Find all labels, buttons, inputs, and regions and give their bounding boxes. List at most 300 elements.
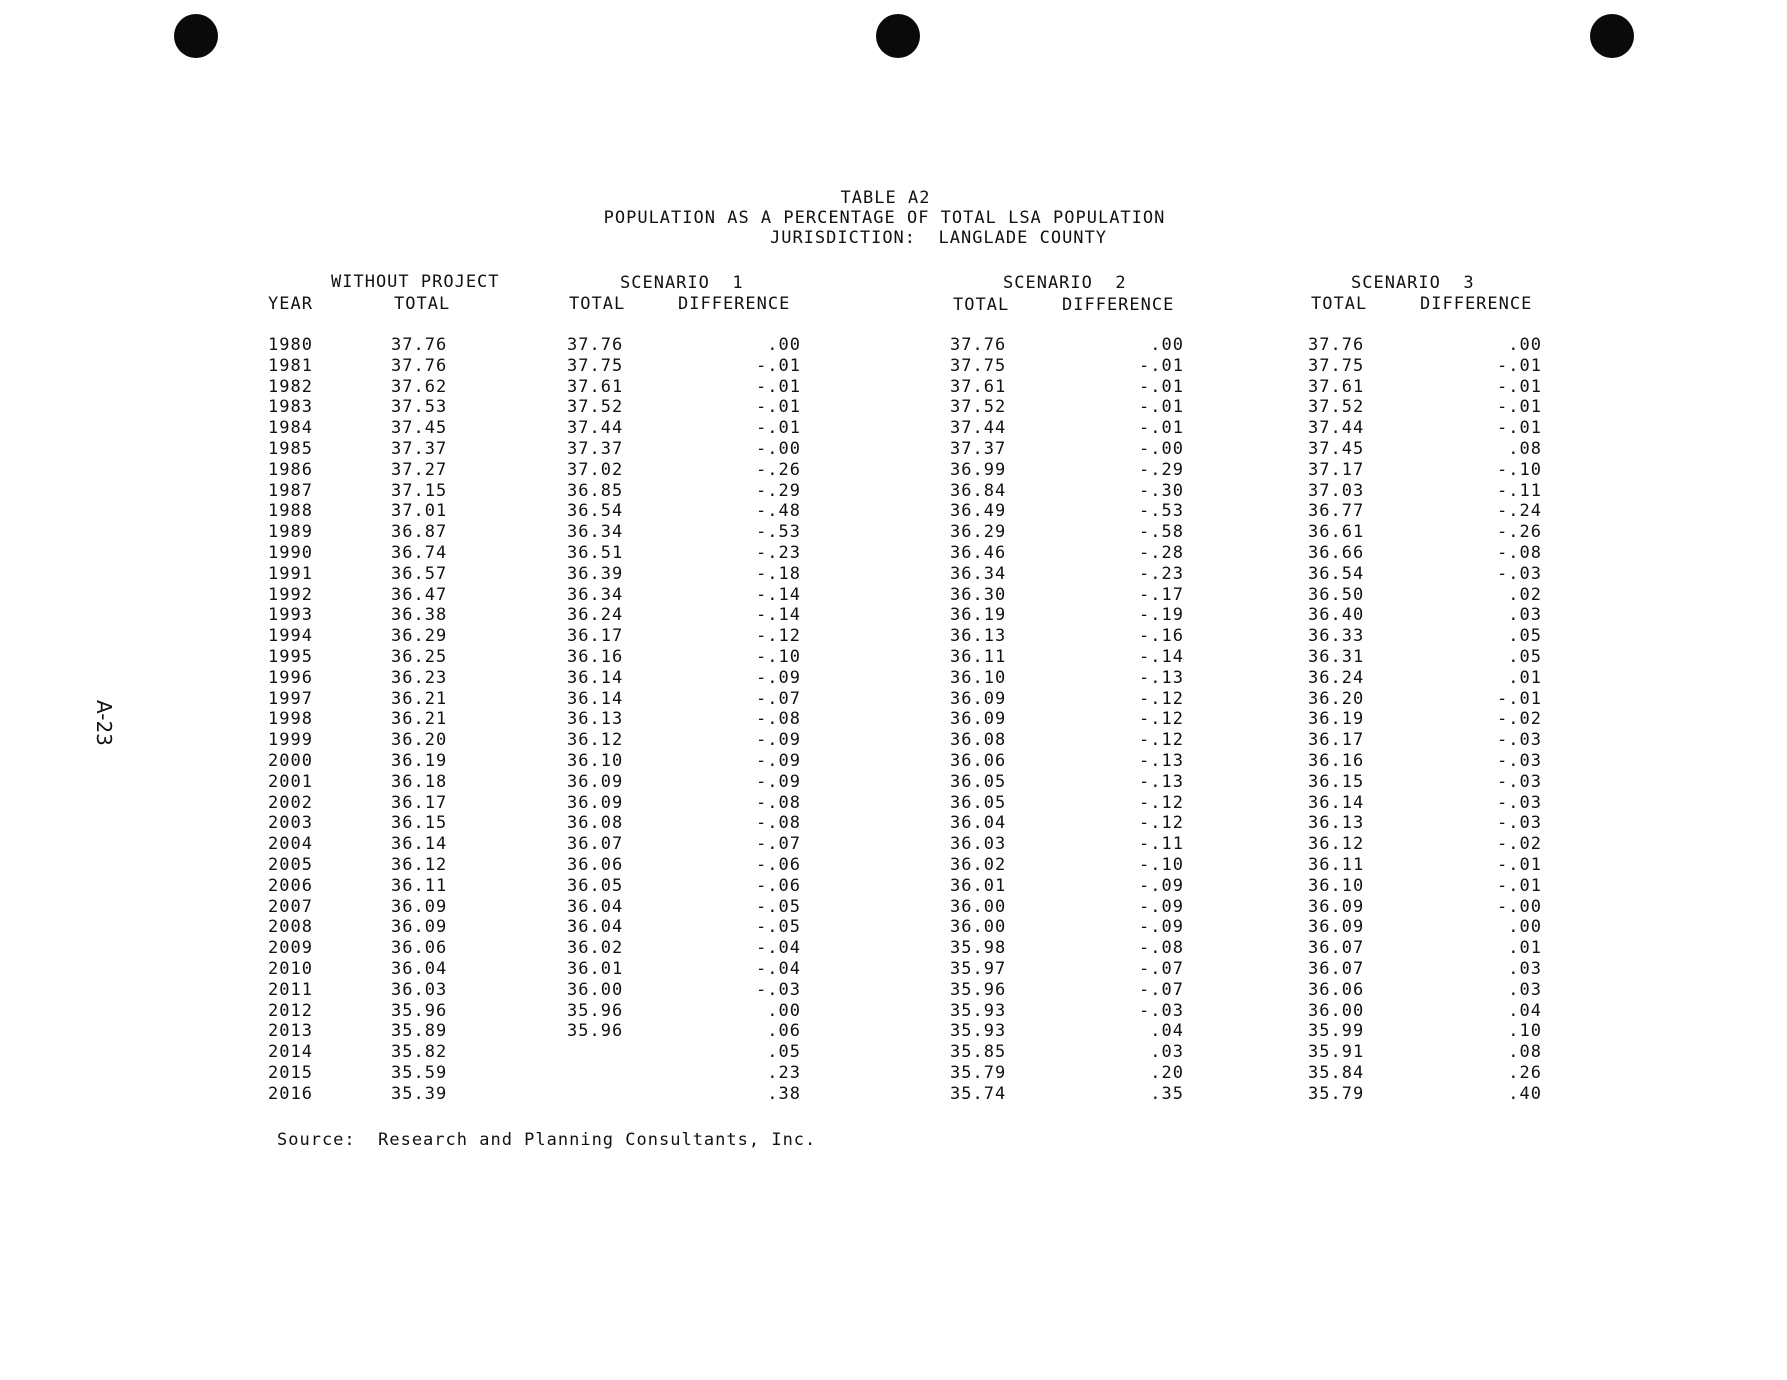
scenario3-total-cell: 37.45 [1308,438,1365,459]
scenario2-difference-cell: -.12 [1139,813,1184,834]
scenario1-difference-cell: -.04 [756,958,801,979]
scenario3-total-cell: 36.12 [1308,834,1365,855]
year-cell: 2006 [268,875,313,896]
scenario1-difference-cell: .05 [767,1042,801,1063]
scenario2-total-cell: 35.98 [950,938,1007,959]
table-row [0,813,1787,834]
table-row [0,1084,1787,1105]
scenario3-total-cell: 37.03 [1308,480,1365,501]
scenario3-total-cell: 36.31 [1308,646,1365,667]
scenario3-difference-cell: -.00 [1497,896,1542,917]
header-s3-total: TOTAL [1311,294,1368,314]
table-row [0,585,1787,606]
scenario1-total-cell: 36.05 [567,875,624,896]
scenario1-total-cell: 36.39 [567,563,624,584]
scenario3-difference-cell: .26 [1508,1062,1542,1083]
scenario1-total-cell: 36.85 [567,480,624,501]
table-number: TABLE A2 [840,188,931,208]
scenario1-total-cell: 37.52 [567,397,624,418]
scenario1-total-cell: 37.76 [567,335,624,355]
scenario2-total-cell: 36.84 [950,480,1007,501]
table-row [0,501,1787,522]
scenario3-total-cell: 37.75 [1308,355,1365,376]
scenario1-difference-cell: -.03 [756,979,801,1000]
header-s3-difference: DIFFERENCE [1420,294,1533,314]
scenario3-difference-cell: .08 [1508,438,1542,459]
scenario3-total-cell: 36.07 [1308,958,1365,979]
scenario2-total-cell: 36.06 [950,750,1007,771]
header-scenario-3: SCENARIO 3 [1351,273,1475,293]
scenario2-total-cell: 37.52 [950,397,1007,418]
scenario2-total-cell: 35.74 [950,1083,1007,1104]
table-row [0,356,1787,377]
table-row [0,564,1787,585]
scenario1-difference-cell: -.08 [756,813,801,834]
scenario2-total-cell: 37.44 [950,418,1007,439]
scenario1-total-cell: 36.14 [567,667,624,688]
table-row [0,772,1787,793]
scenario1-total-cell: 37.75 [567,355,624,376]
without-project-total-cell: 35.96 [391,1000,448,1021]
year-cell: 2003 [268,813,313,834]
scenario1-total-cell: 36.04 [567,917,624,938]
scenario2-difference-cell: -.07 [1139,958,1184,979]
year-cell: 1997 [268,688,313,709]
scenario3-difference-cell: .04 [1508,1000,1542,1021]
year-cell: 2009 [268,938,313,959]
year-cell: 2001 [268,771,313,792]
without-project-total-cell: 35.39 [391,1083,448,1104]
scenario2-total-cell: 36.99 [950,459,1007,480]
scenario1-difference-cell: -.00 [756,438,801,459]
scenario1-total-cell: 36.14 [567,688,624,709]
year-cell: 2010 [268,958,313,979]
page-number: A-23 [92,700,116,746]
scenario2-difference-cell: -.03 [1139,1000,1184,1021]
scenario2-difference-cell: -.10 [1139,854,1184,875]
header-s1-difference: DIFFERENCE [678,294,791,314]
scenario1-difference-cell: -.09 [756,730,801,751]
scenario1-total-cell: 36.01 [567,958,624,979]
scenario2-total-cell: 36.10 [950,667,1007,688]
scenario3-total-cell: 36.11 [1308,854,1365,875]
header-s2-difference: DIFFERENCE [1062,295,1175,315]
scenario2-total-cell: 36.09 [950,688,1007,709]
without-project-total-cell: 36.21 [391,688,448,709]
header-scenario-2: SCENARIO 2 [1003,273,1127,293]
table-row [0,397,1787,418]
scenario1-difference-cell: -.29 [756,480,801,501]
header-scenario-1: SCENARIO 1 [620,273,744,293]
scenario3-total-cell: 37.17 [1308,459,1365,480]
scenario2-difference-cell: -.01 [1139,376,1184,397]
scenario3-total-cell: 37.76 [1308,335,1365,355]
scenario2-total-cell: 35.93 [950,1000,1007,1021]
without-project-total-cell: 36.21 [391,709,448,730]
scenario2-difference-cell: -.23 [1139,563,1184,584]
scenario1-total-cell: 36.07 [567,834,624,855]
scenario2-total-cell: 37.37 [950,438,1007,459]
without-project-total-cell: 37.45 [391,418,448,439]
scenario1-difference-cell: -.07 [756,688,801,709]
scenario1-difference-cell: -.10 [756,646,801,667]
year-cell: 1995 [268,646,313,667]
scenario3-difference-cell: .05 [1508,646,1542,667]
scenario1-difference-cell: -.06 [756,854,801,875]
year-cell: 2007 [268,896,313,917]
table-row [0,439,1787,460]
scenario2-difference-cell: .35 [1150,1083,1184,1104]
scenario1-total-cell: 36.16 [567,646,624,667]
scenario2-total-cell: 36.11 [950,646,1007,667]
scenario1-difference-cell: .23 [767,1062,801,1083]
header-year: YEAR [268,294,313,314]
without-project-total-cell: 36.09 [391,917,448,938]
scenario3-total-cell: 37.61 [1308,376,1365,397]
without-project-total-cell: 36.17 [391,792,448,813]
scenario3-total-cell: 36.07 [1308,938,1365,959]
header-s2-total: TOTAL [953,295,1010,315]
scenario2-total-cell: 36.46 [950,542,1007,563]
scenario1-difference-cell: .38 [767,1083,801,1104]
table-row [0,522,1787,543]
scenario2-total-cell: 36.30 [950,584,1007,605]
scenario3-total-cell: 36.33 [1308,626,1365,647]
scenario3-difference-cell: .01 [1508,938,1542,959]
without-project-total-cell: 36.23 [391,667,448,688]
year-cell: 1982 [268,376,313,397]
scenario1-total-cell: 36.09 [567,771,624,792]
scenario3-total-cell: 36.16 [1308,750,1365,771]
scenario2-total-cell: 36.19 [950,605,1007,626]
scenario1-difference-cell: -.18 [756,563,801,584]
scenario3-difference-cell: -.03 [1497,792,1542,813]
year-cell: 2002 [268,792,313,813]
table-row [0,377,1787,398]
year-cell: 1981 [268,355,313,376]
scenario2-difference-cell: -.28 [1139,542,1184,563]
table-row [0,543,1787,564]
scenario1-total-cell: 35.96 [567,1021,624,1042]
table-row [0,647,1787,668]
scenario1-total-cell: 36.10 [567,750,624,771]
scenario1-total-cell: 36.04 [567,896,624,917]
year-cell: 1980 [268,335,313,355]
table-title-block [0,188,1787,248]
scenario3-difference-cell: -.08 [1497,542,1542,563]
table-row [0,1001,1787,1022]
source-note: Source: Research and Planning Consultants, Inc. [277,1130,817,1150]
scenario3-difference-cell: .02 [1508,584,1542,605]
year-cell: 1991 [268,563,313,584]
scenario3-difference-cell: .05 [1508,626,1542,647]
scenario3-difference-cell: -.03 [1497,730,1542,751]
scenario3-total-cell: 35.84 [1308,1062,1365,1083]
scenario1-total-cell: 36.13 [567,709,624,730]
table-row [0,1021,1787,1042]
scenario2-total-cell: 35.93 [950,1021,1007,1042]
scenario1-difference-cell: -.26 [756,459,801,480]
data-table-body [0,335,1787,1104]
without-project-total-cell: 36.15 [391,813,448,834]
binder-hole-left [174,14,218,58]
without-project-total-cell: 37.53 [391,397,448,418]
table-row [0,938,1787,959]
year-cell: 1999 [268,730,313,751]
scenario3-difference-cell: -.02 [1497,709,1542,730]
year-cell: 2000 [268,750,313,771]
scenario1-difference-cell: .00 [767,335,801,355]
scenario1-total-cell: 36.09 [567,792,624,813]
year-cell: 1989 [268,522,313,543]
year-cell: 1986 [268,459,313,480]
scenario2-difference-cell: .04 [1150,1021,1184,1042]
scenario2-total-cell: 36.13 [950,626,1007,647]
scenario2-difference-cell: .20 [1150,1062,1184,1083]
scenario2-total-cell: 37.61 [950,376,1007,397]
table-title: POPULATION AS A PERCENTAGE OF TOTAL LSA POPULATION [603,208,1166,228]
scenario2-difference-cell: -.13 [1139,750,1184,771]
scenario1-total-cell: 36.24 [567,605,624,626]
table-row [0,689,1787,710]
scenario1-difference-cell: -.05 [756,917,801,938]
scenario1-total-cell: 36.17 [567,626,624,647]
scenario2-difference-cell: -.07 [1139,979,1184,1000]
scenario3-total-cell: 36.17 [1308,730,1365,751]
without-project-total-cell: 37.27 [391,459,448,480]
without-project-total-cell: 36.87 [391,522,448,543]
year-cell: 2014 [268,1042,313,1063]
scenario3-total-cell: 36.77 [1308,501,1365,522]
year-cell: 1987 [268,480,313,501]
scenario2-difference-cell: -.00 [1139,438,1184,459]
table-row [0,876,1787,897]
without-project-total-cell: 35.89 [391,1021,448,1042]
without-project-total-cell: 36.47 [391,584,448,605]
scenario2-difference-cell: -.09 [1139,875,1184,896]
scenario3-difference-cell: -.03 [1497,813,1542,834]
scenario2-difference-cell: .03 [1150,1042,1184,1063]
scenario1-difference-cell: -.08 [756,792,801,813]
without-project-total-cell: 36.74 [391,542,448,563]
scenario1-total-cell: 37.37 [567,438,624,459]
scenario1-difference-cell: -.07 [756,834,801,855]
year-cell: 1998 [268,709,313,730]
scenario3-difference-cell: .01 [1508,667,1542,688]
scenario3-total-cell: 37.52 [1308,397,1365,418]
scenario3-difference-cell: -.01 [1497,854,1542,875]
scenario2-total-cell: 36.04 [950,813,1007,834]
without-project-total-cell: 36.11 [391,875,448,896]
scenario2-total-cell: 36.05 [950,771,1007,792]
scenario1-difference-cell: -.06 [756,875,801,896]
scenario3-difference-cell: .40 [1508,1083,1542,1104]
without-project-total-cell: 36.25 [391,646,448,667]
scenario2-difference-cell: -.29 [1139,459,1184,480]
scenario2-difference-cell: -.09 [1139,896,1184,917]
scenario3-total-cell: 35.91 [1308,1042,1365,1063]
table-row [0,917,1787,938]
table-row [0,481,1787,502]
without-project-total-cell: 37.01 [391,501,448,522]
scenario2-difference-cell: -.13 [1139,771,1184,792]
scenario1-difference-cell: -.09 [756,771,801,792]
scenario1-difference-cell: -.14 [756,584,801,605]
scenario3-total-cell: 36.14 [1308,792,1365,813]
scenario1-difference-cell: -.05 [756,896,801,917]
scenario1-total-cell: 37.02 [567,459,624,480]
without-project-total-cell: 37.62 [391,376,448,397]
table-row [0,626,1787,647]
without-project-total-cell: 36.09 [391,896,448,917]
scenario1-difference-cell: -.04 [756,938,801,959]
scenario2-total-cell: 35.79 [950,1062,1007,1083]
scenario2-difference-cell: -.13 [1139,667,1184,688]
table-row [0,668,1787,689]
scenario1-total-cell: 35.96 [567,1000,624,1021]
without-project-total-cell: 36.19 [391,750,448,771]
scenario1-total-cell: 36.51 [567,542,624,563]
year-cell: 1993 [268,605,313,626]
binder-hole-right [1590,14,1634,58]
table-row [0,959,1787,980]
scenario3-total-cell: 36.13 [1308,813,1365,834]
scenario1-total-cell: 36.54 [567,501,624,522]
scenario1-difference-cell: -.01 [756,355,801,376]
year-cell: 1990 [268,542,313,563]
scenario1-difference-cell: -.14 [756,605,801,626]
scenario2-difference-cell: -.53 [1139,501,1184,522]
scenario3-difference-cell: -.01 [1497,376,1542,397]
scenario2-total-cell: 36.01 [950,875,1007,896]
table-row [0,418,1787,439]
scenario2-total-cell: 36.02 [950,854,1007,875]
without-project-total-cell: 37.76 [391,335,448,355]
without-project-total-cell: 36.06 [391,938,448,959]
without-project-total-cell: 36.14 [391,834,448,855]
scenario3-difference-cell: -.03 [1497,563,1542,584]
table-row [0,897,1787,918]
scenario2-difference-cell: -.01 [1139,418,1184,439]
table-row [0,751,1787,772]
scenario3-difference-cell: -.24 [1497,501,1542,522]
scenario2-total-cell: 36.00 [950,896,1007,917]
year-cell: 1992 [268,584,313,605]
scenario2-difference-cell: -.09 [1139,917,1184,938]
scenario3-difference-cell: .08 [1508,1042,1542,1063]
scenario1-difference-cell: -.48 [756,501,801,522]
scenario3-total-cell: 36.54 [1308,563,1365,584]
scenario3-difference-cell: -.01 [1497,418,1542,439]
scenario3-total-cell: 36.40 [1308,605,1365,626]
scenario2-total-cell: 36.09 [950,709,1007,730]
scenario2-total-cell: 36.05 [950,792,1007,813]
scenario3-total-cell: 36.20 [1308,688,1365,709]
without-project-total-cell: 36.57 [391,563,448,584]
table-row [0,460,1787,481]
scenario2-total-cell: 36.08 [950,730,1007,751]
table-row [0,1063,1787,1084]
scenario3-difference-cell: -.02 [1497,834,1542,855]
without-project-total-cell: 36.04 [391,958,448,979]
scenario1-total-cell: 36.02 [567,938,624,959]
without-project-total-cell: 36.03 [391,979,448,1000]
without-project-total-cell: 37.37 [391,438,448,459]
scenario3-difference-cell: -.03 [1497,750,1542,771]
scenario1-total-cell: 36.08 [567,813,624,834]
scenario3-difference-cell: -.26 [1497,522,1542,543]
scenario3-total-cell: 35.99 [1308,1021,1365,1042]
year-cell: 2012 [268,1000,313,1021]
scenario2-total-cell: 37.75 [950,355,1007,376]
scenario3-total-cell: 36.09 [1308,917,1365,938]
scenario2-difference-cell: -.11 [1139,834,1184,855]
without-project-total-cell: 36.20 [391,730,448,751]
scenario2-difference-cell: -.58 [1139,522,1184,543]
table-row [0,793,1787,814]
scenario3-total-cell: 36.09 [1308,896,1365,917]
table-row [0,834,1787,855]
scenario1-total-cell: 37.44 [567,418,624,439]
scenario3-total-cell: 36.24 [1308,667,1365,688]
year-cell: 2008 [268,917,313,938]
year-cell: 2016 [268,1083,313,1104]
scenario3-difference-cell: -.01 [1497,355,1542,376]
scenario2-total-cell: 35.96 [950,979,1007,1000]
scenario3-difference-cell: .03 [1508,605,1542,626]
table-jurisdiction: JURISDICTION: LANGLADE COUNTY [769,228,1108,248]
header-s1-total: TOTAL [569,294,626,314]
year-cell: 2013 [268,1021,313,1042]
scenario2-total-cell: 35.97 [950,958,1007,979]
scenario2-total-cell: 35.85 [950,1042,1007,1063]
scenario2-difference-cell: -.19 [1139,605,1184,626]
scenario1-difference-cell: -.09 [756,667,801,688]
scenario3-total-cell: 36.15 [1308,771,1365,792]
scenario3-total-cell: 37.44 [1308,418,1365,439]
without-project-total-cell: 37.76 [391,355,448,376]
scenario1-difference-cell: .06 [767,1021,801,1042]
scenario2-difference-cell: -.30 [1139,480,1184,501]
scenario3-total-cell: 36.06 [1308,979,1365,1000]
scenario1-total-cell: 36.00 [567,979,624,1000]
year-cell: 2004 [268,834,313,855]
scenario1-total-cell: 36.06 [567,854,624,875]
scenario2-total-cell: 36.29 [950,522,1007,543]
scenario2-difference-cell: -.12 [1139,688,1184,709]
scenario2-total-cell: 37.76 [950,335,1007,355]
without-project-total-cell: 36.18 [391,771,448,792]
scenario3-total-cell: 35.79 [1308,1083,1365,1104]
scenario3-difference-cell: .00 [1508,335,1542,355]
scenario3-difference-cell: -.11 [1497,480,1542,501]
without-project-total-cell: 35.82 [391,1042,448,1063]
scenario1-difference-cell: -.09 [756,750,801,771]
scenario3-difference-cell: .03 [1508,979,1542,1000]
scenario2-difference-cell: -.01 [1139,355,1184,376]
scenario1-difference-cell: -.53 [756,522,801,543]
scenario1-difference-cell: -.01 [756,397,801,418]
scenario3-total-cell: 36.66 [1308,542,1365,563]
scenario1-difference-cell: -.23 [756,542,801,563]
scenario2-difference-cell: -.16 [1139,626,1184,647]
table-row [0,1042,1787,1063]
scenario1-difference-cell: -.12 [756,626,801,647]
table-row [0,980,1787,1001]
scenario2-difference-cell: -.14 [1139,646,1184,667]
header-wp-total: TOTAL [394,294,451,314]
scenario3-difference-cell: -.01 [1497,397,1542,418]
